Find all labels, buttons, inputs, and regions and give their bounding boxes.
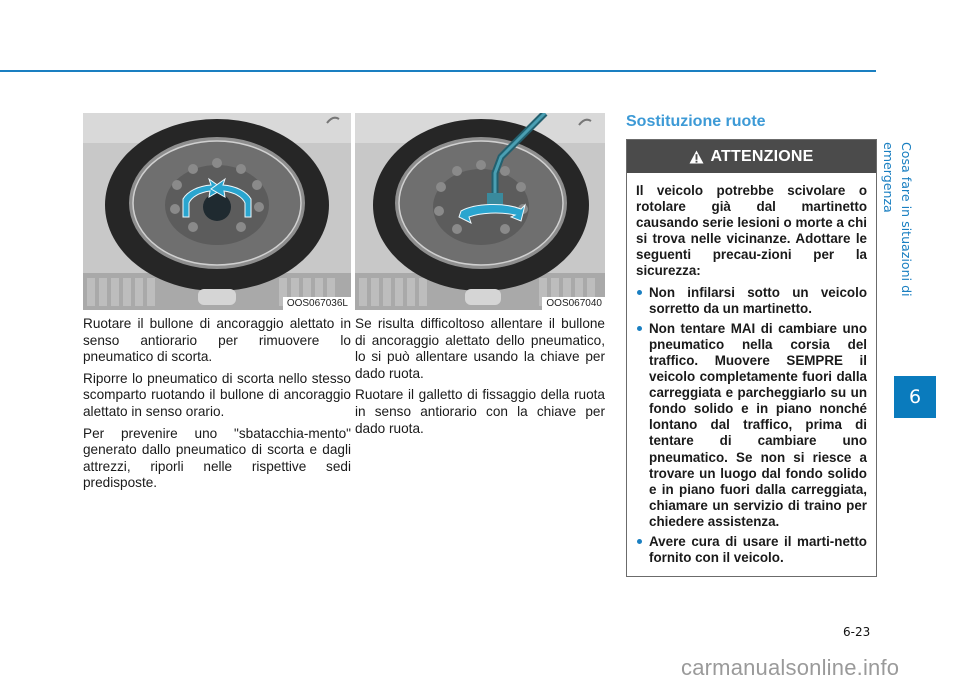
column-1-text <box>83 316 351 492</box>
column-3 <box>626 113 877 577</box>
spare-tire-wrench-illustration <box>355 113 605 310</box>
chapter-tab: 6 <box>894 376 936 418</box>
warning-body <box>627 173 876 576</box>
bullet-icon <box>637 290 642 295</box>
column-1 <box>83 113 351 492</box>
warning-list-item: Avere cura di usare il marti-netto fornito con il veicolo. <box>636 534 867 566</box>
paragraph: Ruotare il galletto di fissaggio della ruota in senso antiorario con la chiave per dado ruota. <box>355 387 605 436</box>
watermark: carmanualsonline.info <box>681 655 900 680</box>
paragraph: Ruotare il bullone di ancoraggio alettato in senso antiorario per rimuovere lo pneumatico di scorta. <box>83 316 351 365</box>
warning-list-item: Non tentare MAI di cambiare uno pneumatico nella corsia del traffico. Muovere SEMPRE il veicolo completamente fuori dalla carreggiata e parcheggiarlo su un fondo solido e in piano nonché lontano dal traffico, prima di tentare di cambiare uno pneumatico. Se non si riesce a trovare un luogo dal fondo solido e in piano fuori dalla carreggiata, chiamare un servizio di traino per chiedere assistenza. <box>636 321 867 530</box>
bullet-icon <box>637 326 642 331</box>
warning-list <box>636 285 867 567</box>
warning-list-item: Non infilarsi sotto un veicolo sorretto da un martinetto. <box>636 285 867 317</box>
chapter-section-label: Cosa fare in situazioni di emergenza <box>881 142 914 297</box>
paragraph: Se risulta difficoltoso allentare il bullone di ancoraggio alettato dello pneumatico, lo si può allentare usando la chiave per dado ruota. <box>355 316 605 381</box>
header-rule <box>0 70 876 72</box>
warning-header <box>627 140 876 173</box>
warning-triangle-icon <box>689 150 704 164</box>
column-2 <box>355 113 605 437</box>
warning-title: ATTENZIONE <box>710 147 814 165</box>
spare-tire-rotate-arrows-illustration <box>83 113 351 310</box>
page-number: 6-23 <box>843 625 871 639</box>
warning-intro: Il veicolo potrebbe scivolare o rotolare già dal martinetto causando serie lesioni o morte a chi si trova nelle vicinanze. Adottare le seguenti precau-zioni per la sicurezza: <box>636 183 867 279</box>
column-2-text <box>355 316 605 437</box>
paragraph: Per prevenire uno "sbatacchia-mento" generato dallo pneumatico di scorta e dagli attrezzi, riporli nelle rispettive sedi predisposte. <box>83 425 351 491</box>
figure-code: OOS067040 <box>542 297 605 310</box>
figure-code: OOS067036L <box>283 297 351 310</box>
bullet-icon <box>637 539 642 544</box>
section-title: Sostituzione ruote <box>626 113 766 130</box>
warning-box <box>626 139 877 577</box>
paragraph: Riporre lo pneumatico di scorta nello stesso scomparto ruotando il bullone di ancoraggio alettato in senso orario. <box>83 370 351 419</box>
figure-spare-tire-bolt <box>83 113 351 310</box>
figure-wrench-loosen <box>355 113 605 310</box>
